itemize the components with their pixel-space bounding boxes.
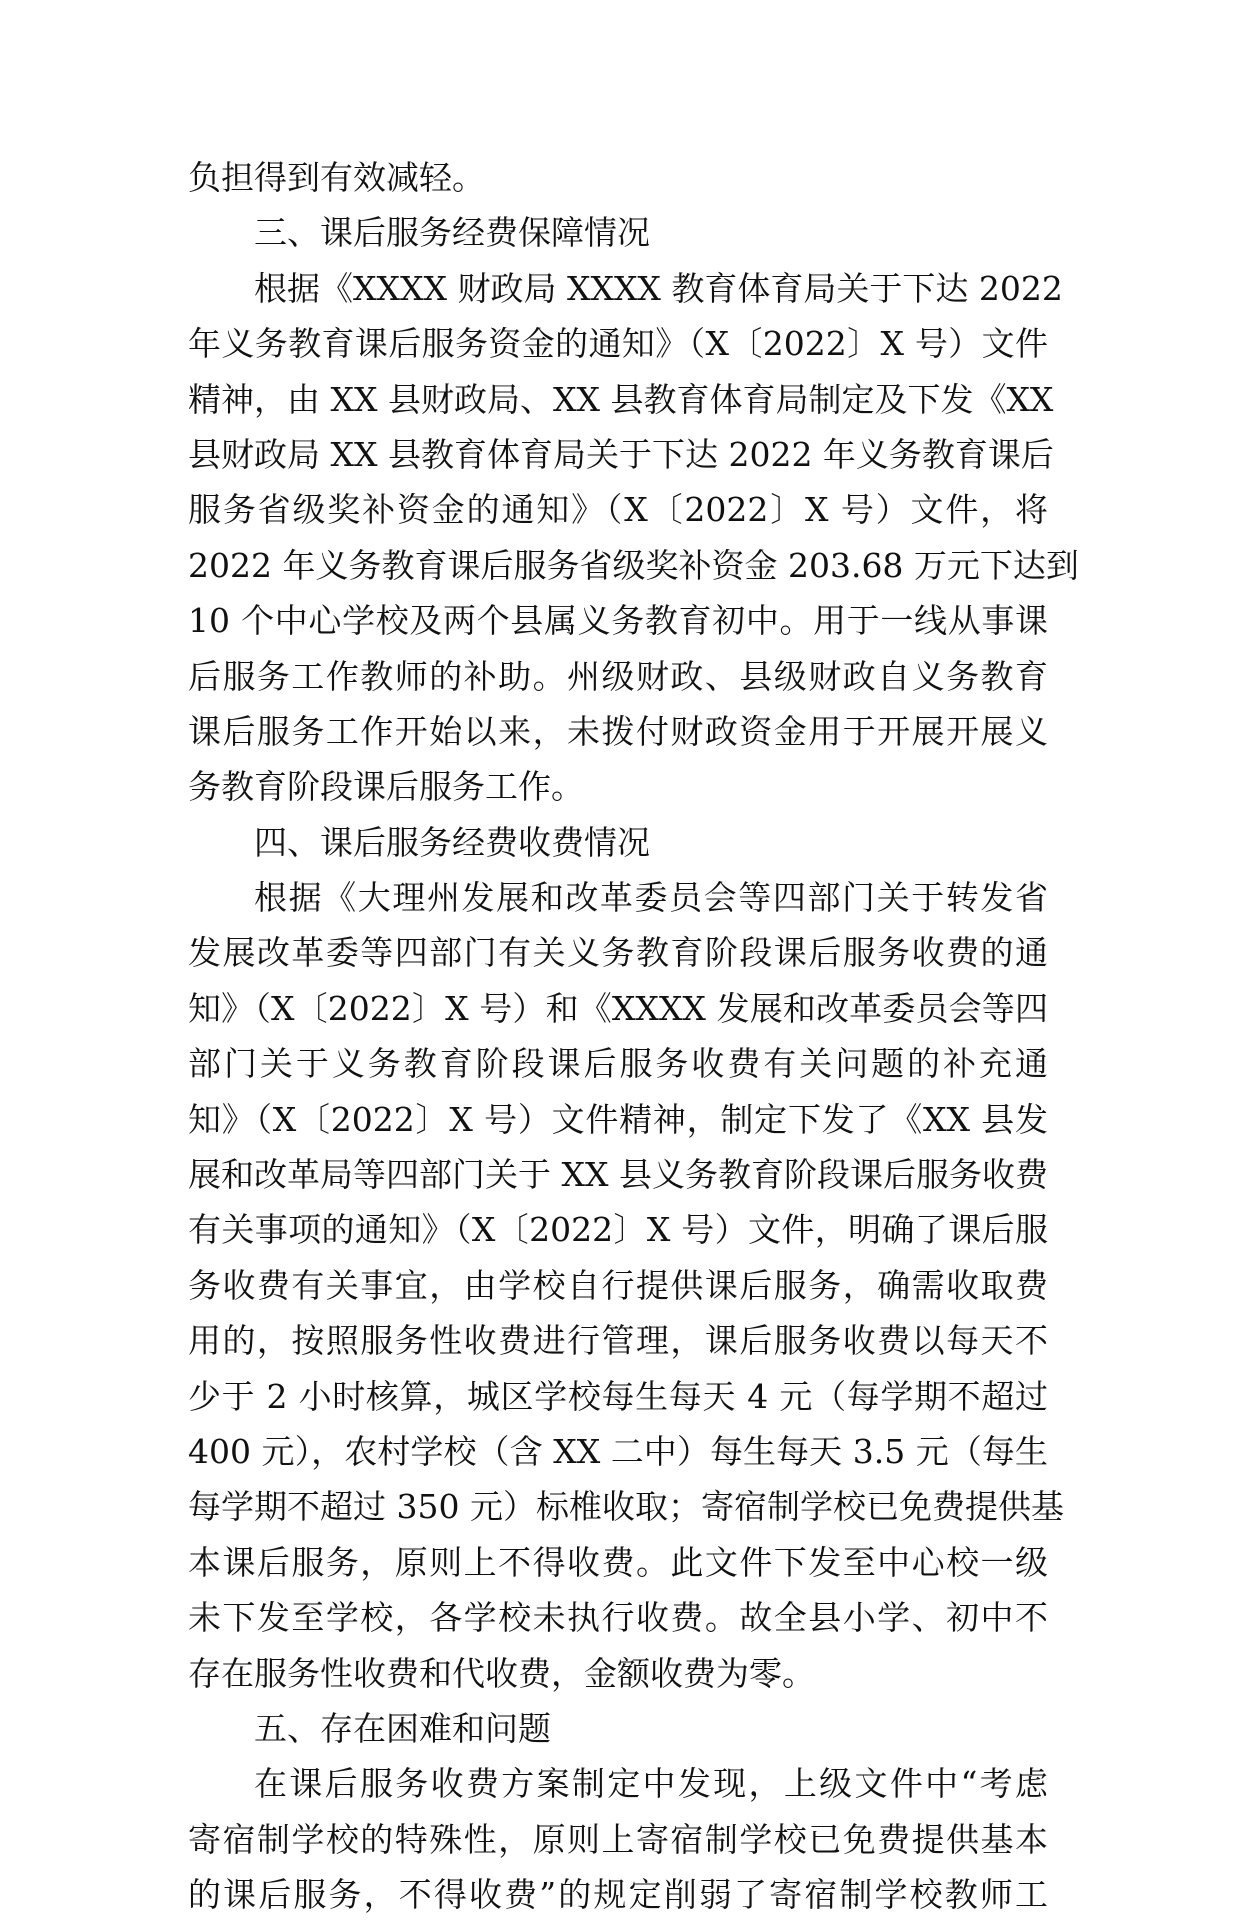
- text-line: 服务省级奖补资金的通知》（X〔2022〕X 号）文件，将: [188, 490, 1048, 530]
- text-line: 展和改革局等四部门关于 XX 县义务教育阶段课后服务收费: [188, 1155, 1048, 1195]
- text-line: 根据《XXXX 财政局 XXXX 教育体育局关于下达 2022: [254, 268, 1063, 308]
- text-line: 根据《大理州发展和改革委员会等四部门关于转发省: [254, 878, 1048, 918]
- text-line: 未下发至学校，各学校未执行收费。故全县小学、初中不: [188, 1598, 1048, 1638]
- text-line: 县财政局 XX 县教育体育局关于下达 2022 年义务教育课后: [188, 434, 1054, 474]
- text-line: 少于 2 小时核算，城区学校每生每天 4 元（每学期不超过: [188, 1376, 1048, 1416]
- text-line: 的课后服务，不得收费”的规定削弱了寄宿制学校教师工: [188, 1875, 1048, 1915]
- text-line: 精神，由 XX 县财政局、XX 县教育体育局制定及下发《XX: [188, 379, 1054, 419]
- text-line: 务收费有关事宜，由学校自行提供课后服务，确需收取费: [188, 1265, 1048, 1305]
- text-line: 有关事项的通知》（X〔2022〕X 号）文件，明确了课后服: [188, 1210, 1048, 1250]
- text-line: 用的，按照服务性收费进行管理，课后服务收费以每天不: [188, 1321, 1048, 1361]
- text-line: 发展改革委等四部门有关义务教育阶段课后服务收费的通: [188, 933, 1048, 973]
- text-line: 务教育阶段课后服务工作。: [188, 767, 584, 807]
- document-body: [188, 150, 1079, 1923]
- text-line: 年义务教育课后服务资金的通知》（X〔2022〕X 号）文件: [188, 324, 1048, 364]
- text-line: 400 元），农村学校（含 XX 二中）每生每天 3.5 元（每生: [188, 1431, 1048, 1471]
- text-line: 每学期不超过 350 元）标椎收取；寄宿制学校已免费提供基: [188, 1487, 1064, 1527]
- text-line: 四、课后服务经费收费情况: [254, 822, 650, 862]
- text-line: 五、存在困难和问题: [254, 1708, 551, 1748]
- text-line: 部门关于义务教育阶段课后服务收费有关问题的补充通: [188, 1044, 1048, 1084]
- text-line: 10 个中心学校及两个县属义务教育初中。用于一线从事课: [188, 601, 1048, 641]
- text-line: 寄宿制学校的特殊性，原则上寄宿制学校已免费提供基本: [188, 1819, 1048, 1859]
- text-line: 课后服务工作开始以来，未拨付财政资金用于开展开展义: [188, 711, 1048, 751]
- text-line: 本课后服务，原则上不得收费。此文件下发至中心校一级: [188, 1542, 1048, 1582]
- text-line: 2022 年义务教育课后服务省级奖补资金 203.68 万元下达到: [188, 545, 1079, 585]
- text-line: 三、课后服务经费保障情况: [254, 213, 650, 253]
- text-line: 知》（X〔2022〕X 号）文件精神，制定下发了《XX 县发: [188, 1099, 1048, 1139]
- text-line: 知》（X〔2022〕X 号）和《XXXX 发展和改革委员会等四: [188, 988, 1048, 1028]
- text-line: 后服务工作教师的补助。州级财政、县级财政自义务教育: [188, 656, 1048, 696]
- text-line: 负担得到有效减轻。: [188, 158, 485, 197]
- text-line: 存在服务性收费和代收费，金额收费为零。: [188, 1653, 815, 1693]
- text-line: 在课后服务收费方案制定中发现，上级文件中“考虑: [254, 1764, 1048, 1804]
